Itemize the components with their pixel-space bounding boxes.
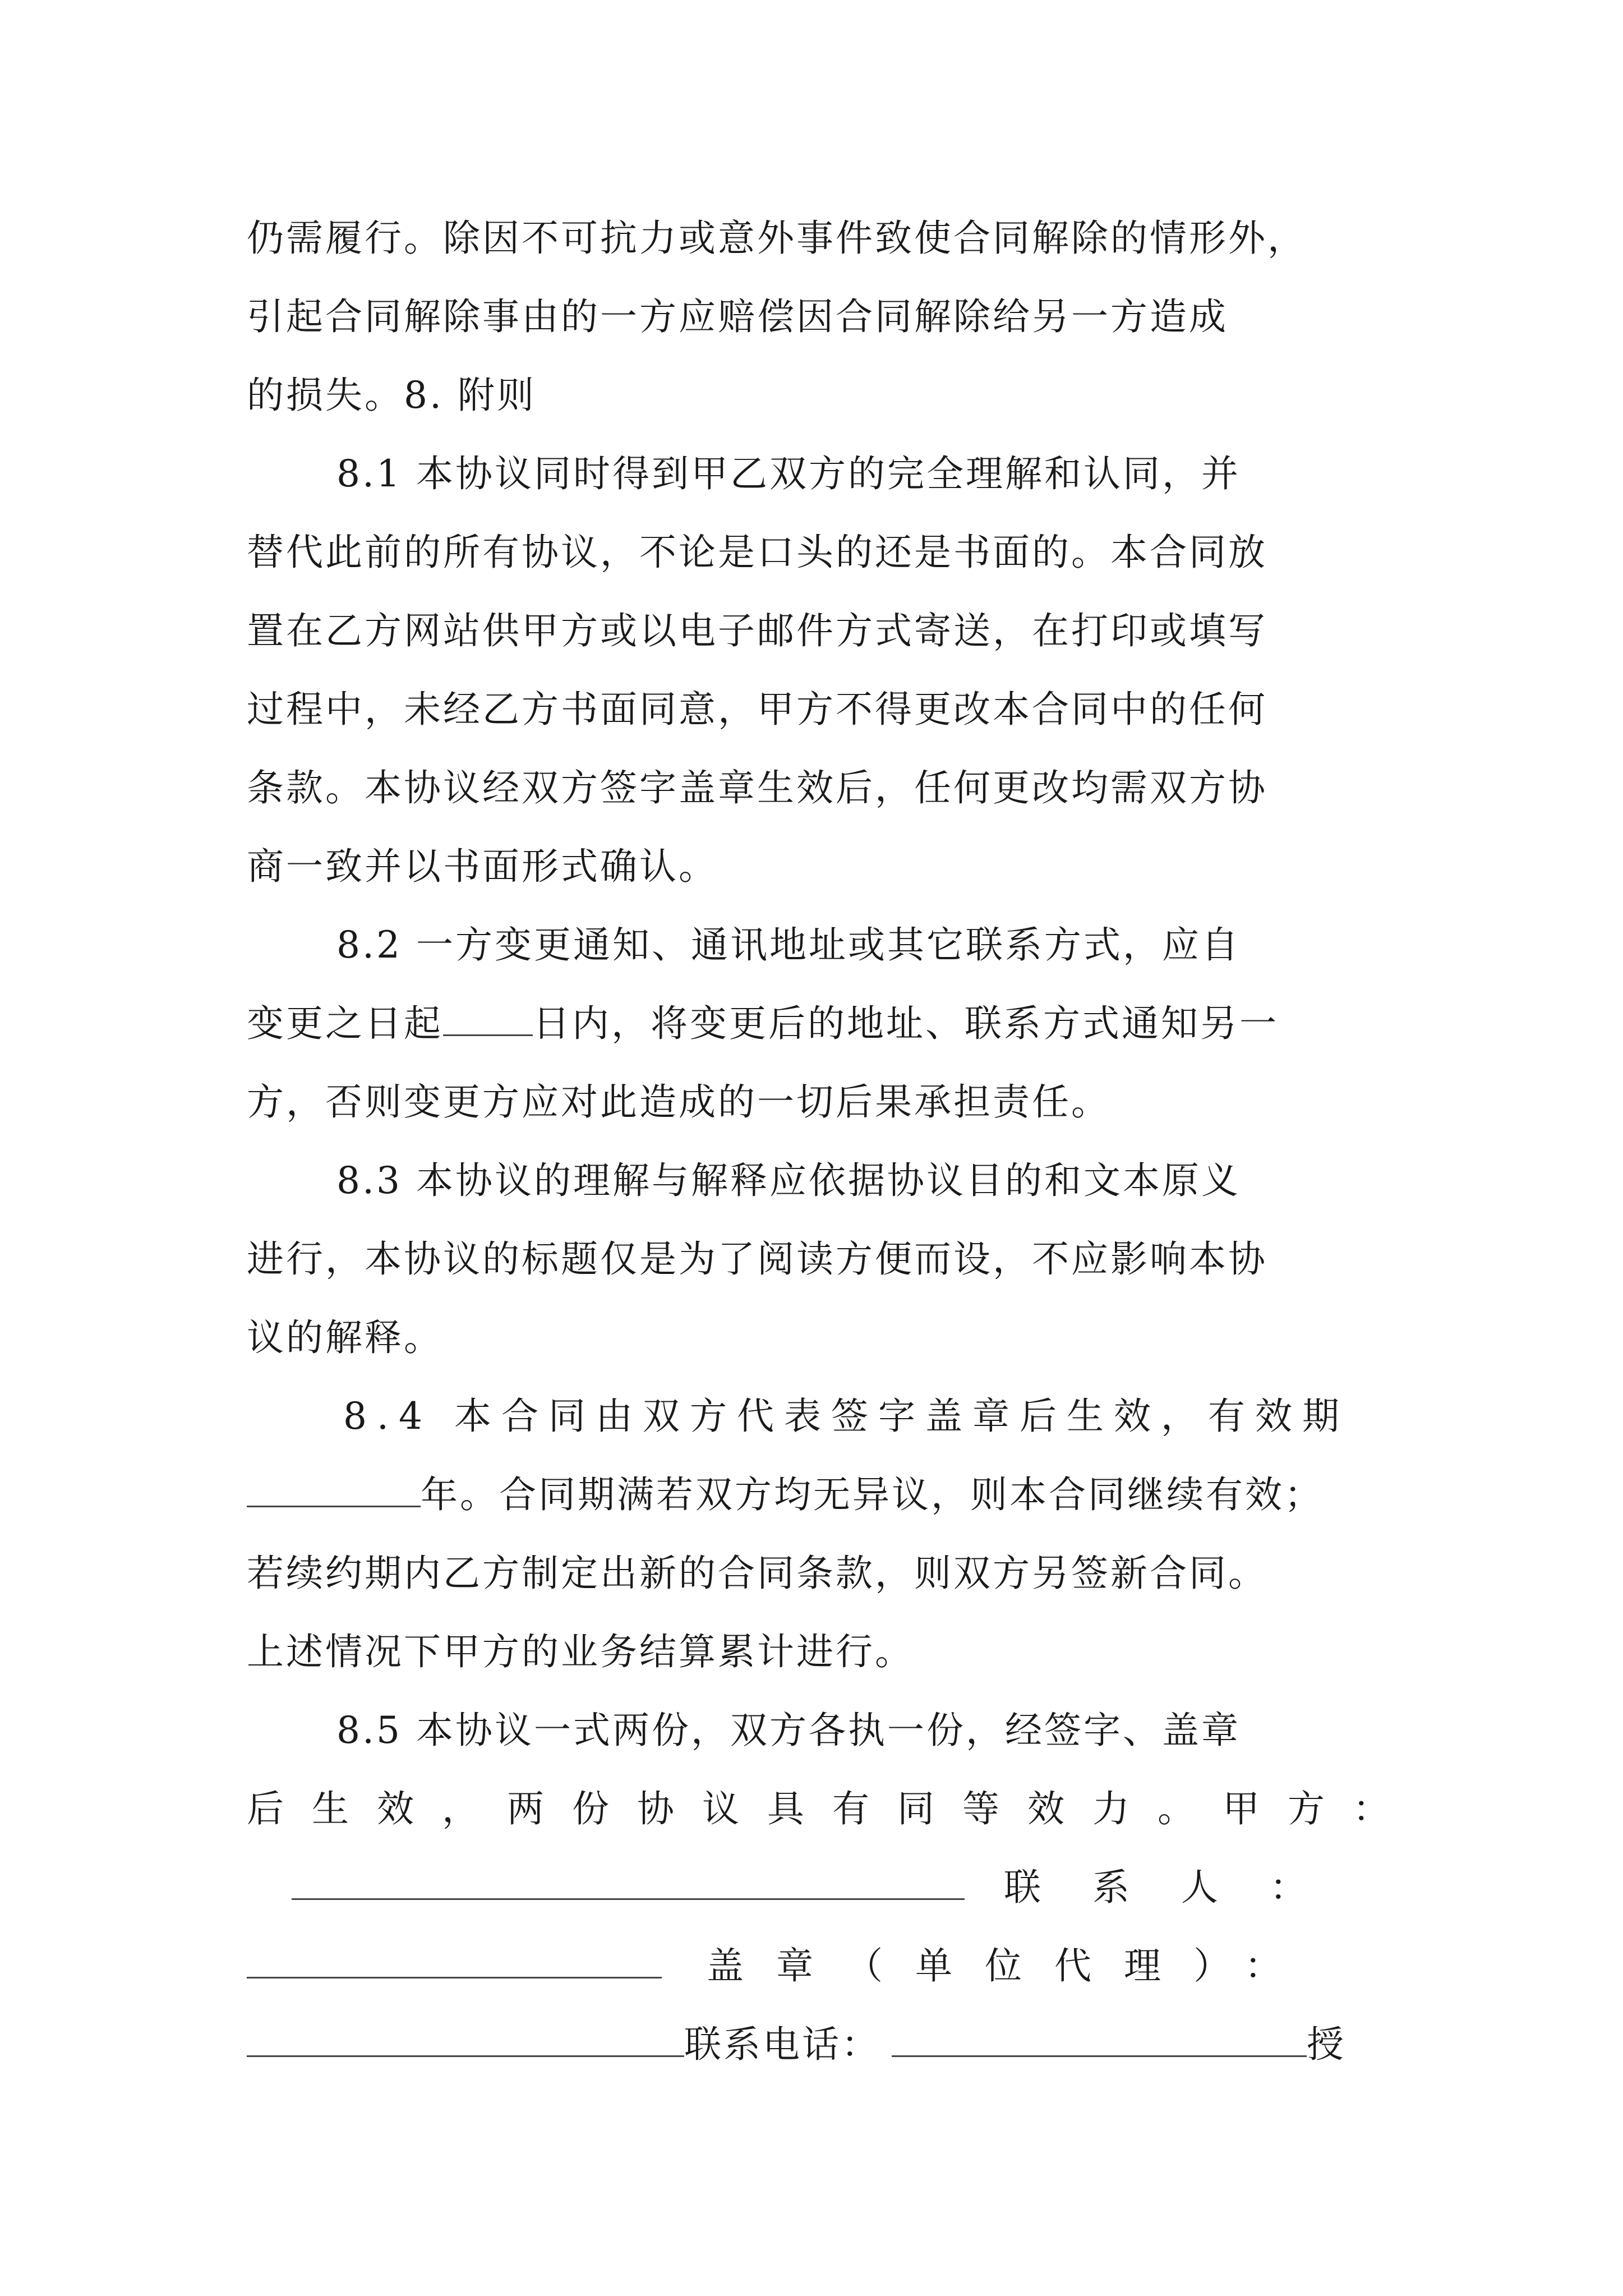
signature-line-phone	[247, 2005, 1346, 2084]
text-segment: 授	[1307, 2023, 1346, 2066]
text-line-7: 过程中，未经乙方书面同意，甲方不得更改本合同中的任何	[247, 688, 1267, 731]
seal-blank[interactable]	[247, 2022, 684, 2057]
text-line-11	[247, 984, 1279, 1063]
text-line-14: 进行，本协议的标题仅是为了阅读方便而设，不应影响本协	[247, 1237, 1267, 1281]
text-line-17	[247, 1456, 1324, 1534]
clause-8-5: 8.5 本协议一式两份，双方各执一份，经签字、盖章	[336, 1709, 1241, 1752]
text-segment: 变更之日起	[247, 1002, 443, 1045]
contact-person-blank[interactable]	[247, 1943, 662, 1978]
contact-person-label: 联系人：	[1004, 1866, 1358, 1909]
clause-8-3: 8.3 本协议的理解与解释应依据协议目的和文本原义	[336, 1159, 1241, 1202]
fill-in-blank-days[interactable]	[443, 1001, 533, 1036]
text-line-21: 后生效，两份协议具有同等效力。甲方：	[247, 1787, 1418, 1830]
signature-line-seal	[247, 1927, 1314, 2005]
signature-line-contact	[292, 1848, 1358, 1927]
text-line-3: 的损失。8. 附则	[247, 374, 536, 417]
text-line-15: 议的解释。	[247, 1316, 443, 1359]
text-line-18: 若续约期内乙方制定出新的合同条款，则双方另签新合同。	[247, 1552, 1267, 1595]
phone-label: 联系电话：	[684, 2023, 880, 2066]
phone-blank[interactable]	[892, 2022, 1307, 2057]
text-segment: 日内，将变更后的地址、联系方式通知另一	[533, 1002, 1279, 1045]
fill-in-blank-years[interactable]	[247, 1472, 421, 1507]
text-line-1: 仍需履行。除因不可抗力或意外事件致使合同解除的情形外，	[247, 217, 1307, 260]
text-line-12: 方，否则变更方应对此造成的一切后果承担责任。	[247, 1080, 1110, 1124]
text-line-19: 上述情况下甲方的业务结算累计进行。	[247, 1630, 914, 1673]
text-line-6: 置在乙方网站供甲方或以电子邮件方式寄送，在打印或填写	[247, 609, 1267, 652]
text-line-9: 商一致并以书面形式确认。	[247, 845, 718, 888]
seal-label: 盖章（单位代理）：	[707, 1944, 1314, 1987]
text-line-8: 条款。本协议经双方签字盖章生效后，任何更改均需双方协	[247, 766, 1267, 809]
text-segment: 年。合同期满若双方均无异议，则本合同继续有效；	[421, 1473, 1324, 1516]
clause-8-1: 8.1 本协议同时得到甲乙双方的完全理解和认同，并	[336, 452, 1241, 495]
clause-8-2: 8.2 一方变更通知、通讯地址或其它联系方式，应自	[336, 923, 1241, 967]
party-a-blank[interactable]	[292, 1865, 965, 1900]
text-line-5: 替代此前的所有协议，不论是口头的还是书面的。本合同放	[247, 531, 1267, 574]
clause-8-4: 8.4 本合同由双方代表签字盖章后生效，有效期	[343, 1395, 1349, 1438]
text-line-2: 引起合同解除事由的一方应赔偿因合同解除给另一方造成	[247, 295, 1228, 338]
